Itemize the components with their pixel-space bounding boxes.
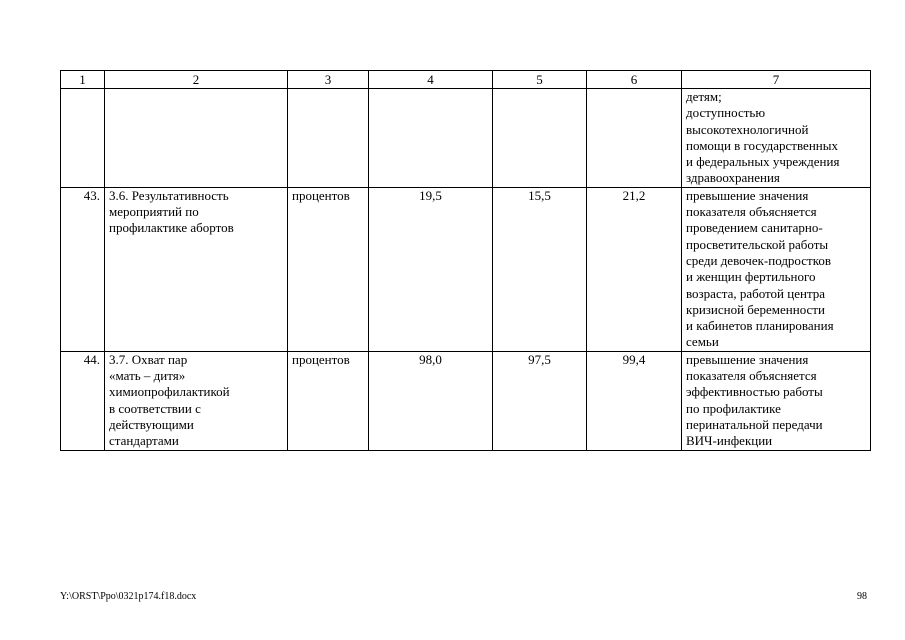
value-cell-4: 19,5 [369,187,493,351]
unit-cell: процентов [288,187,369,351]
footer-file-path: Y:\ORST\Ppo\0321p174.f18.docx [60,591,197,602]
header-cell-1: 1 [61,71,105,89]
table-row [61,89,871,188]
note-cell-line: ВИЧ-инфекции [686,433,773,449]
note-cell-line: по профилактике [686,400,781,416]
header-cell-2: 2 [105,71,288,89]
note-cell [682,187,871,351]
value-cell-4: 98,0 [369,351,493,450]
value-cell-6 [587,89,682,188]
value-cell-5 [493,89,587,188]
indicator-cell-line: «мать – дитя» [109,368,186,384]
note-cell-line: превышение значения [686,187,809,203]
indicator-cell-line: мероприятий по [109,204,199,220]
indicator-cell-line: действующими [109,416,194,432]
note-cell [682,89,871,188]
note-cell-line: показателя объясняется [686,204,817,220]
row-number-cell [61,89,105,188]
indicator-cell [105,89,288,188]
note-cell-line: возраста, работой центра [686,285,826,301]
header-cell-3: 3 [288,71,369,89]
note-cell-line: помощи в государственных [686,137,838,153]
indicator-cell-line: в соответствии с [109,400,201,416]
value-cell-4 [369,89,493,188]
value-cell-6: 99,4 [587,351,682,450]
note-cell-line: и кабинетов планирования [686,318,834,334]
note-cell-line: просветительской работы [686,236,829,252]
note-cell-line: перинатальной передачи [686,416,823,432]
indicator-cell [105,187,288,351]
note-cell-line: проведением санитарно- [686,220,823,236]
note-cell-line: показателя объясняется [686,368,817,384]
note-cell-line: здравоохранения [686,170,780,186]
note-cell [682,351,871,450]
indicator-cell-line: стандартами [109,433,179,449]
value-cell-6: 21,2 [587,187,682,351]
row-number-cell: 44. [61,351,105,450]
note-cell-line: кризисной беременности [686,301,825,317]
indicator-cell-line: химиопрофилактикой [109,384,230,400]
header-cell-6: 6 [587,71,682,89]
header-cell-7: 7 [682,71,871,89]
note-cell-line: высокотехнологичной [686,121,809,137]
row-number-cell: 43. [61,187,105,351]
value-cell-5: 97,5 [493,351,587,450]
data-table [60,70,871,451]
header-cell-4: 4 [369,71,493,89]
note-cell-line: эффективностью работы [686,384,823,400]
note-cell-line: и федеральных учреждения [686,154,840,170]
indicator-cell-line: профилактике абортов [109,220,234,236]
note-cell-line: превышение значения [686,351,809,367]
note-cell-line: среди девочек-подростков [686,252,832,268]
note-cell-line: семьи [686,334,719,350]
note-cell-line: доступностью [686,105,766,121]
indicator-cell-line: 3.6. Результативность [109,187,229,203]
indicator-cell-line: 3.7. Охват пар [109,351,188,367]
footer-page-number: 98 [857,591,867,602]
unit-cell: процентов [288,351,369,450]
table-row [61,187,871,351]
header-cell-5: 5 [493,71,587,89]
value-cell-5: 15,5 [493,187,587,351]
table-header-row [61,71,871,89]
indicator-cell [105,351,288,450]
unit-cell [288,89,369,188]
note-cell-line: и женщин фертильного [686,269,816,285]
table-row [61,351,871,450]
note-cell-line: детям; [686,89,722,104]
